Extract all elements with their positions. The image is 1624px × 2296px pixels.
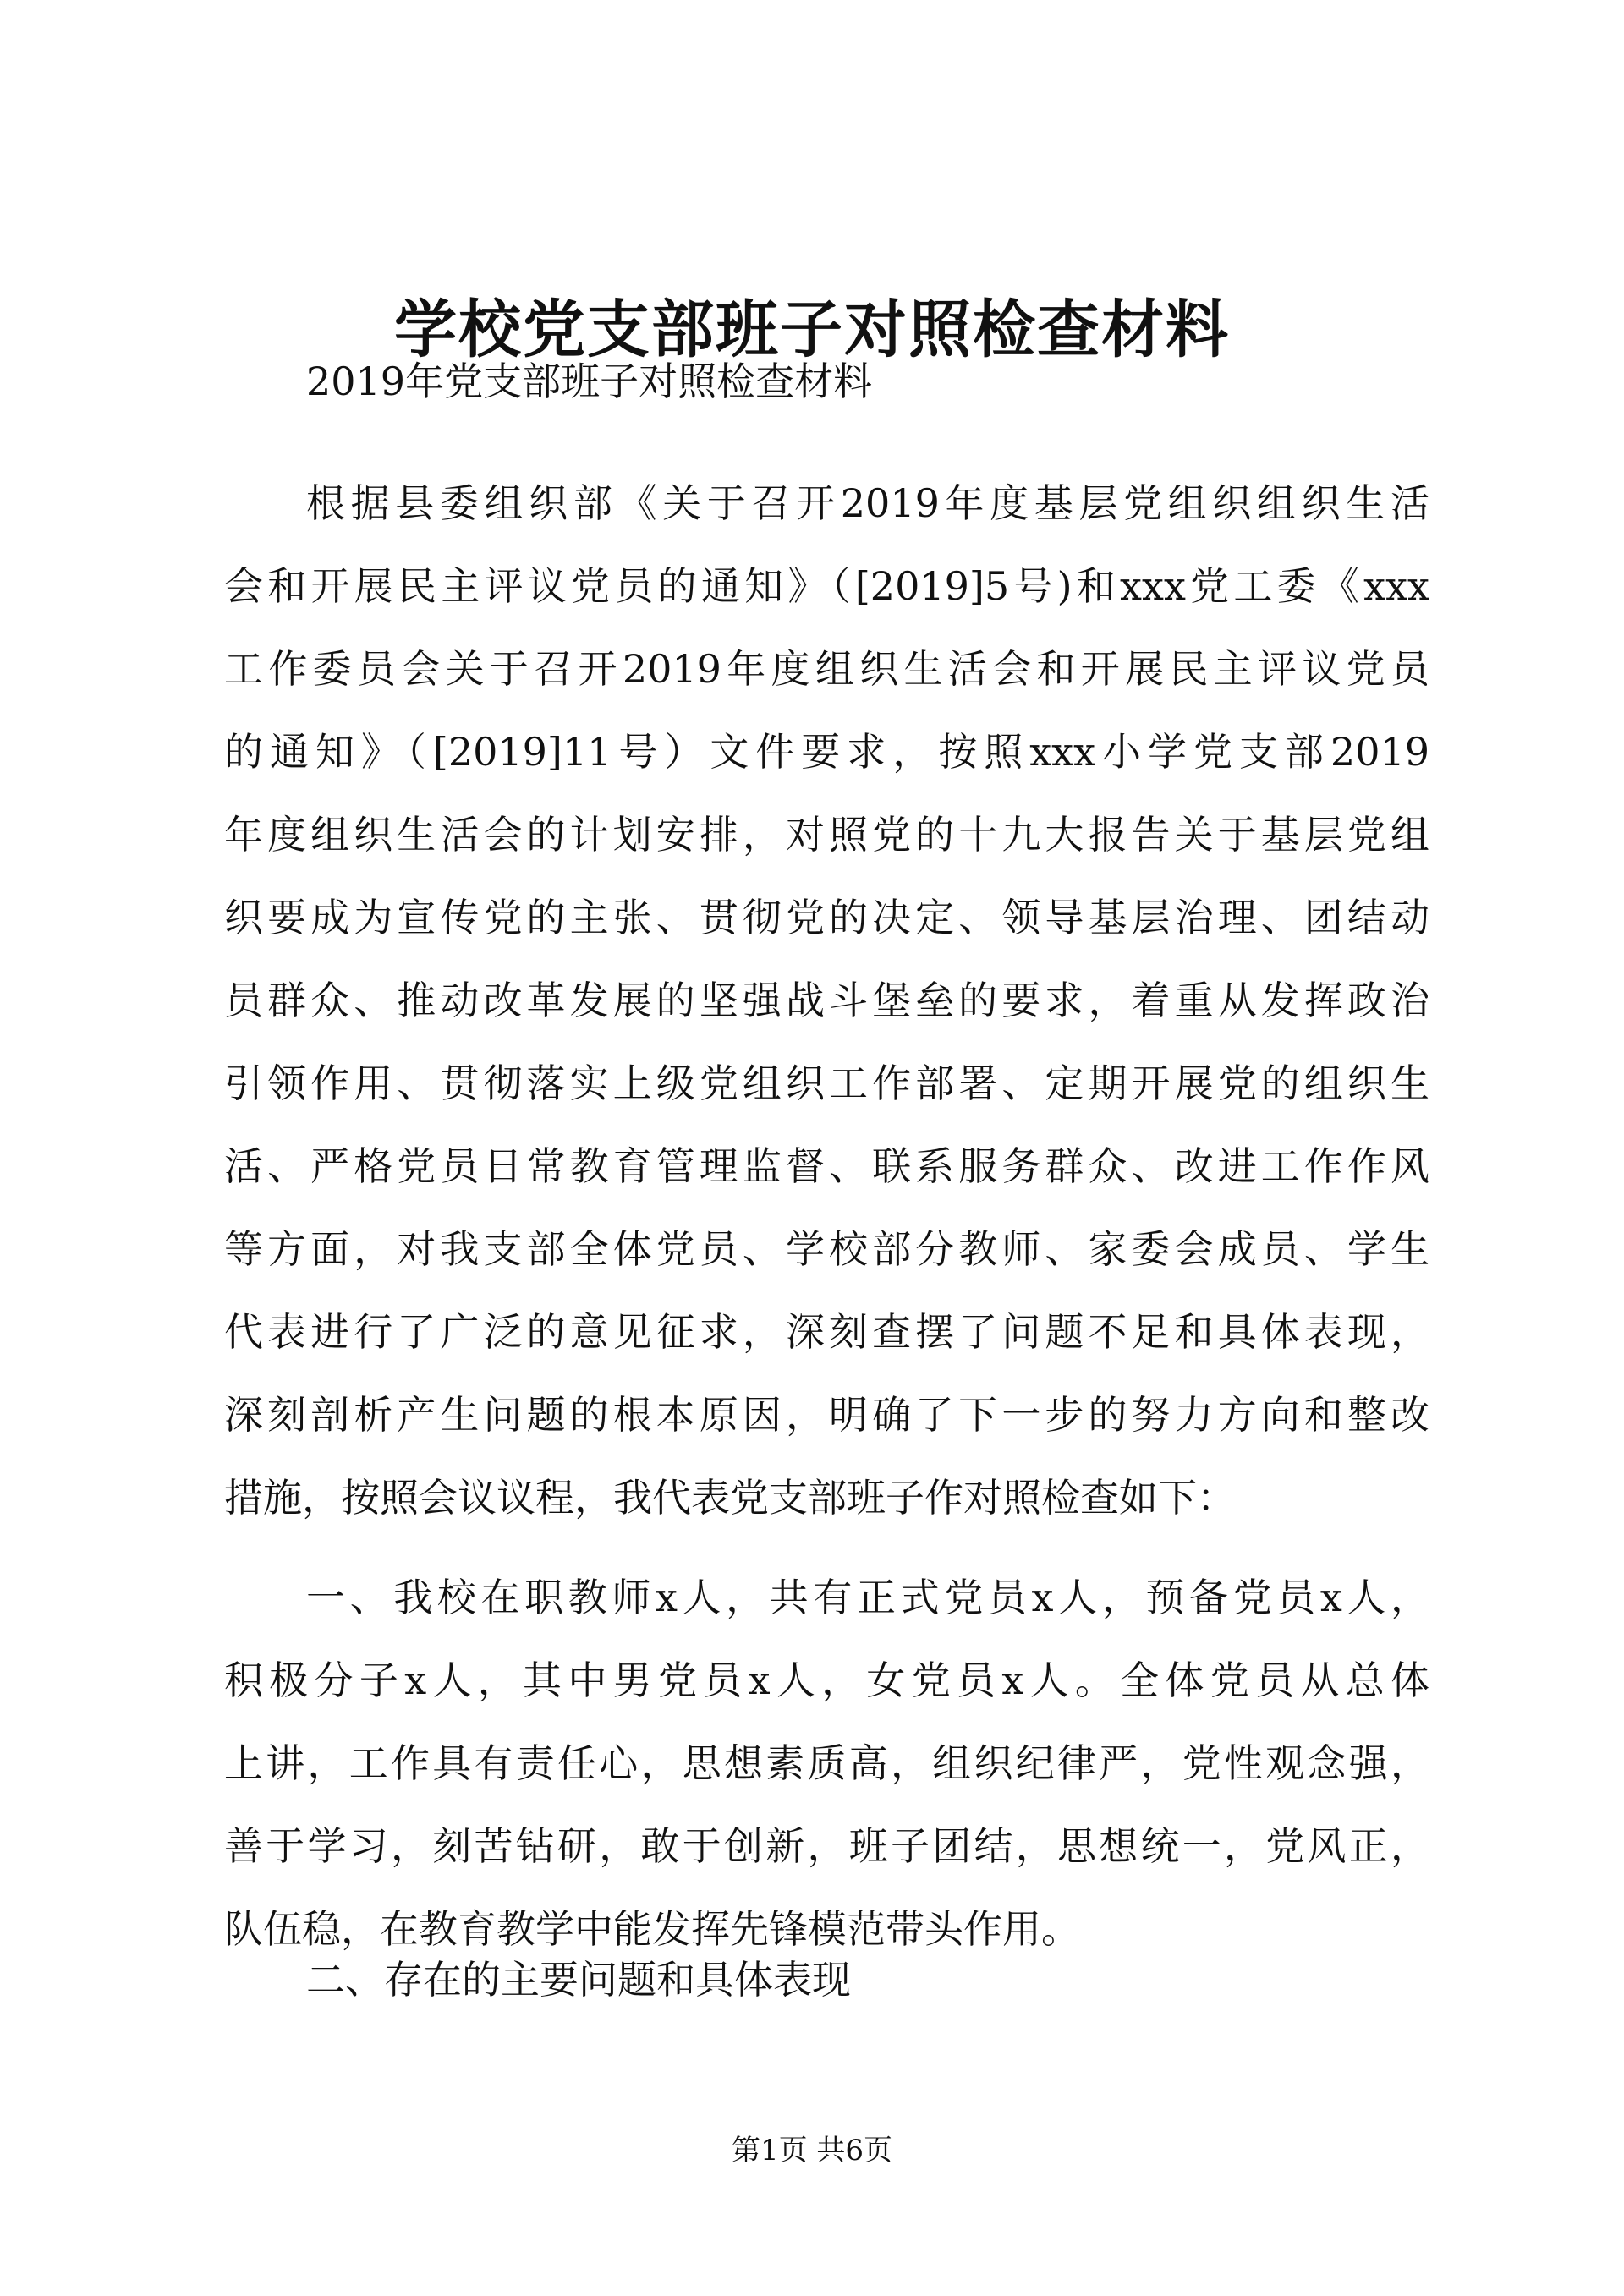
text-line: 二、存在的主要问题和具体表现 (306, 1957, 851, 2003)
text-line: 措施，按照会议议程，我代表党支部班子作对照检查如下： (224, 1475, 1236, 1521)
text-line: 引领作用、贯彻落实上级党组织工作部署、定期开展党的组织生 (224, 1060, 1429, 1106)
text-line: 上讲，工作具有责任心，思想素质高，组织纪律严，党性观念强， (224, 1740, 1429, 1786)
document-subtitle: 2019年党支部班子对照检查材料 (306, 359, 873, 404)
text-line: 织要成为宣传党的主张、贯彻党的决定、领导基层治理、团结动 (224, 895, 1429, 940)
text-line: 活、严格党员日常教育管理监督、联系服务群众、改进工作作风 (224, 1143, 1429, 1189)
paragraph-section-two-heading (224, 1938, 1429, 2021)
text-line: 一、我校在职教师x人，共有正式党员x人，预备党员x人， (306, 1575, 1429, 1620)
text-line: 队伍稳，在教育教学中能发挥先锋模范带头作用。 (224, 1906, 1080, 1952)
paragraph-section-one (224, 1556, 1429, 1970)
text-line: 根据县委组织部《关于召开2019年度基层党组织组织生活 (306, 480, 1429, 526)
text-line: 会和开展民主评议党员的通知》（[2019]5号)和xxx党工委《xxx (224, 563, 1429, 609)
text-line: 代表进行了广泛的意见征求，深刻查摆了问题不足和具体表现， (224, 1309, 1429, 1355)
text-line: 善于学习，刻苦钻研，敢于创新，班子团结，思想统一，党风正， (224, 1823, 1429, 1869)
page-number-footer: 第1页 共6页 (731, 2134, 893, 2167)
text-line: 工作委员会关于召开2019年度组织生活会和开展民主评议党员 (224, 646, 1429, 692)
text-line: 积极分子x人，其中男党员x人，女党员x人。全体党员从总体 (224, 1658, 1429, 1703)
text-line: 等方面，对我支部全体党员、学校部分教师、家委会成员、学生 (224, 1226, 1429, 1272)
document-title: 学校党支部班子对照检查材料 (394, 293, 1230, 366)
paragraph-basis (224, 462, 1429, 1539)
text-line: 年度组织生活会的计划安排，对照党的十九大报告关于基层党组 (224, 812, 1429, 858)
text-line: 员群众、推动改革发展的坚强战斗堡垒的要求，着重从发挥政治 (224, 978, 1429, 1023)
text-line: 的通知》（[2019]11号）文件要求，按照xxx小学党支部2019 (224, 729, 1429, 775)
text-line: 深刻剖析产生问题的根本原因，明确了下一步的努力方向和整改 (224, 1392, 1429, 1438)
